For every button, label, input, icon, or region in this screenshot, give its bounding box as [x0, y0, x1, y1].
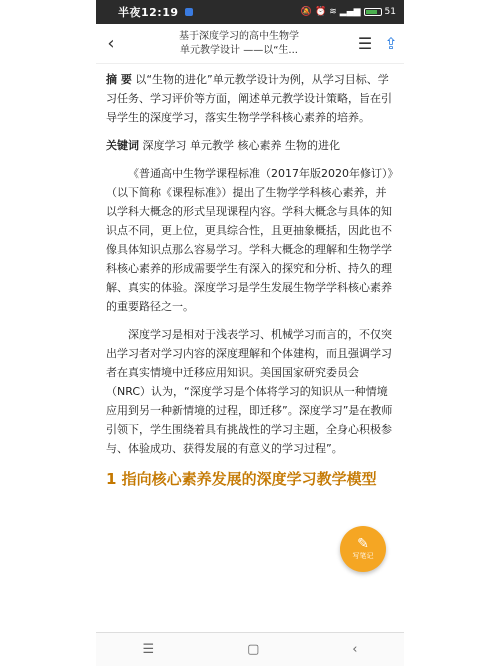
phone-screen [96, 0, 404, 666]
battery-icon [364, 8, 382, 16]
pencil-icon: ✎ [357, 536, 369, 552]
share-button[interactable] [378, 34, 404, 53]
keywords-text: 深度学习 单元教学 核心素养 生物的进化 [142, 139, 340, 152]
status-icons [301, 7, 396, 17]
page-title [126, 30, 352, 58]
home-icon[interactable]: ▢ [247, 642, 260, 657]
write-note-button[interactable] [340, 526, 386, 572]
abstract [106, 70, 394, 127]
chevron-left-icon: ‹ [107, 33, 115, 54]
title-line-1: 基于深度学习的高中生物学 [179, 30, 299, 42]
nav-back-icon[interactable]: ‹ [352, 642, 358, 657]
mute-icon: 🔕 [300, 7, 313, 17]
status-bar [96, 0, 404, 24]
abstract-label: 摘 要 [106, 73, 132, 86]
menu-icon: ☰ [357, 34, 373, 53]
share-icon: ⇪ [384, 34, 398, 53]
keywords [106, 136, 394, 155]
status-time: 半夜12:19 [118, 6, 179, 19]
keywords-label: 关键词 [106, 139, 139, 152]
section-heading: 1 指向核心素养发展的深度学习教学模型 [106, 470, 377, 488]
left-backdrop [0, 0, 96, 666]
article-body [96, 64, 404, 491]
write-note-label: 写笔记 [352, 552, 374, 560]
menu-button[interactable] [352, 34, 378, 53]
battery-percent: 51 [384, 7, 396, 17]
paragraph-1: 《普通高中生物学课程标准（2017年版2020年修订）》（以下简称《课程标准》）提出了生物学学科核心素养，并以学科大概念的形式呈现课程内容。学科大概念与具体的知识点不同，更上位，更具综合性，且更抽象概括，因此也不像具体知识点那么容易学习。学科大概念的理解和生物学学科核心素养的形成需要学生有深入的探究和分析、持久的理解、真实的体验。深度学习是学生发展生物学学科核心素养的重要路径之一。 [106, 167, 393, 313]
article-header [96, 24, 404, 64]
signal-icon: ▂▄▆ [339, 7, 361, 17]
title-line-2: 单元教学设计 ——以“生... [180, 44, 298, 56]
paragraph-2: 深度学习是相对于浅表学习、机械学习而言的，不仅突出学习者对学习内容的深度理解和个体建构，而且强调学习者在真实情境中迁移应用知识。美国国家研究委员会（NRC）认为，“深度学习是个体将学习的知识从一种情境应用到另一种新情境的过程，即迁移”。深度学习”是在教师引领下，学生围绕着具有挑战性的学习主题，全身心积极参与、体验成功、获得发展的有意义的学习过程”。 [106, 328, 393, 455]
alarm-icon: ⏰ [315, 7, 327, 17]
battery-level [366, 10, 377, 14]
wifi-icon: ≋ [329, 7, 337, 17]
right-backdrop [404, 0, 500, 666]
recent-apps-icon[interactable]: ☰ [142, 642, 155, 657]
abstract-text: 以“生物的进化”单元教学设计为例，从学习目标、学习任务、学习评价等方面，阐述单元教学设计策略，旨在引导学生的深度学习，落实生物学学科核心素养的培养。 [106, 73, 392, 124]
system-nav-bar [96, 632, 404, 666]
app-notification-icon [185, 8, 193, 16]
back-button[interactable] [96, 33, 126, 54]
